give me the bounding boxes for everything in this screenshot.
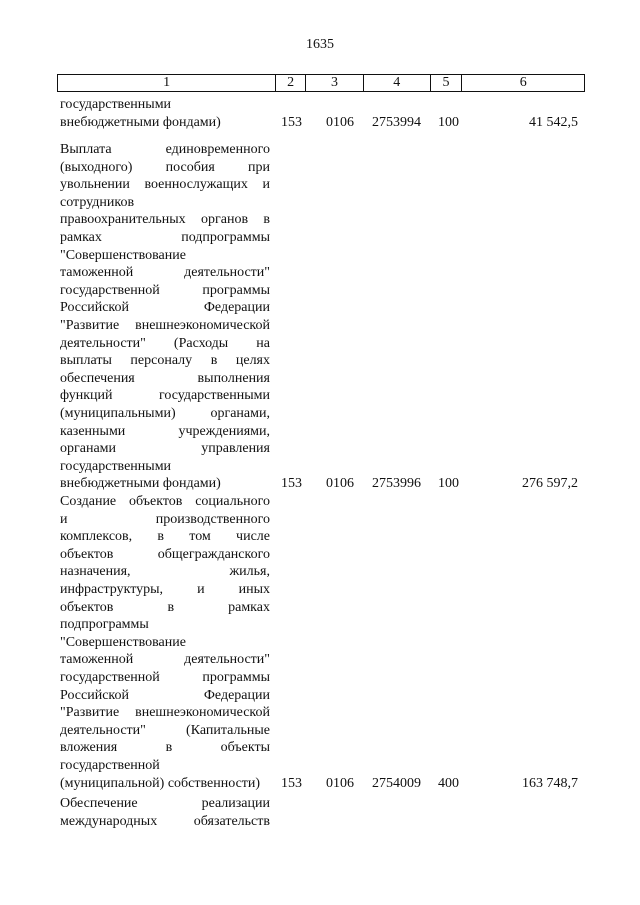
description-line: государственными — [60, 458, 172, 474]
description-line: объектов общегражданского — [60, 546, 270, 562]
description-line: таможенной деятельности" — [60, 265, 270, 281]
description-line: деятельности" (Расходы на — [60, 335, 270, 351]
description-line: таможенной деятельности" — [60, 652, 270, 668]
description-line: (муниципальной) собственности) — [60, 775, 261, 791]
description-line: государственными — [60, 97, 172, 112]
description-line: казенными учреждениями, — [60, 423, 270, 439]
description-line: внебюджетными фондами) — [60, 114, 221, 130]
description-line: органами управления — [60, 441, 270, 457]
amount-value: 276 597,2 — [522, 476, 578, 492]
section-code: 0106 — [326, 476, 354, 492]
target-article-code: 2754009 — [372, 775, 421, 791]
section-code: 0106 — [326, 114, 354, 130]
description-line: Выплата единовременного — [60, 142, 270, 157]
description-line: деятельности" (Капитальные — [60, 722, 270, 738]
description-line: (выходного) пособия при — [60, 159, 270, 175]
description-line: государственной программы — [60, 670, 270, 685]
description-line: "Развитие внешнеэкономической — [60, 705, 270, 721]
expense-type-code: 100 — [438, 476, 459, 492]
description-line: государственной — [60, 758, 160, 773]
target-article-code: 2753994 — [372, 114, 421, 130]
description-line: комплексов, в том числе — [60, 529, 270, 545]
header-col-1: 1 — [58, 75, 276, 91]
description-line: Российской Федерации — [60, 300, 270, 316]
description-line: рамках подпрограммы — [60, 230, 270, 245]
description-line: Российской Федерации — [60, 687, 270, 703]
header-col-6: 6 — [519, 75, 527, 90]
description-line: "Совершенствование — [60, 247, 186, 263]
description-line: обеспечения выполнения — [60, 370, 270, 386]
description-line: функций государственными — [60, 388, 270, 404]
description-line: увольнении военнослужащих и — [60, 177, 270, 193]
description-line: "Совершенствование — [60, 634, 186, 650]
description-line: международных обязательств — [60, 813, 270, 829]
chapter-code: 153 — [281, 775, 302, 791]
chapter-code: 153 — [281, 114, 302, 130]
header-col-2: 2 — [276, 75, 306, 91]
chapter-code: 153 — [281, 476, 302, 492]
description-line: сотрудников — [60, 194, 135, 210]
description-line: "Развитие внешнеэкономической — [60, 318, 270, 333]
description-line: Создание объектов социального — [60, 494, 270, 509]
description-line: инфраструктуры, и иных — [60, 582, 270, 597]
target-article-code: 2753996 — [372, 476, 421, 492]
description-line: государственной программы — [60, 282, 270, 298]
description-line: вложения в объекты — [60, 740, 270, 756]
amount-value: 41 542,5 — [529, 114, 578, 130]
table-header-row — [57, 74, 585, 92]
expense-type-code: 400 — [438, 775, 459, 791]
description-line: и производственного — [60, 511, 270, 527]
header-col-3: 3 — [306, 75, 364, 91]
page-number: 1635 — [306, 37, 334, 52]
description-line: выплаты персоналу в целях — [60, 353, 270, 369]
description-line: Обеспечение реализации — [60, 796, 270, 811]
description-line: правоохранительных органов в — [60, 212, 270, 228]
amount-value: 163 748,7 — [522, 775, 578, 791]
description-line: назначения, жилья, — [60, 564, 270, 580]
section-code: 0106 — [326, 775, 354, 791]
description-line: внебюджетными фондами) — [60, 476, 221, 492]
expense-type-code: 100 — [438, 114, 459, 130]
header-col-5: 5 — [431, 75, 463, 91]
description-line: подпрограммы — [60, 617, 149, 633]
description-line: (муниципальными) органами, — [60, 406, 270, 421]
description-line: объектов в рамках — [60, 599, 270, 615]
header-col-4: 4 — [364, 75, 431, 91]
